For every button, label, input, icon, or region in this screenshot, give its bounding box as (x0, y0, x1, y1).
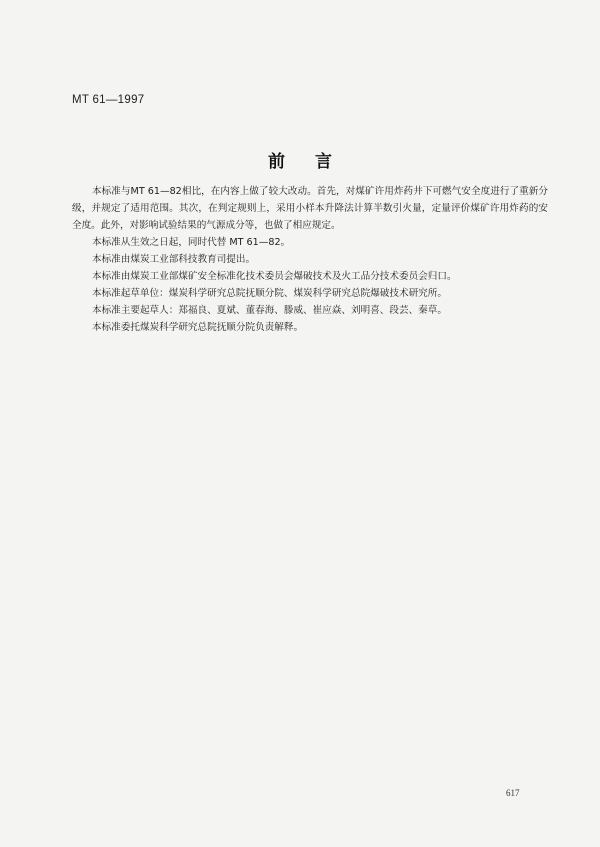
foreword-body (72, 183, 548, 336)
paragraph-revision-summary: 本标准与MT 61—82相比，在内容上做了较大改动。首先，对煤矿许用炸药井下可燃气安全度进行了重新分级，并规定了适用范围。其次，在判定规则上，采用小样本升降法计算半数引火量，定量评价煤矿许用炸药的安全度。此外，对影响试验结果的气源成分等，也做了相应规定。 (72, 186, 548, 231)
paragraph-proposer: 本标准由煤炭工业部科技教育司提出。 (92, 254, 256, 265)
paragraph-supersedes: 本标准从生效之日起，同时代替 MT 61—82。 (92, 237, 291, 248)
paragraph-drafting-units: 本标准起草单位：煤炭科学研究总院抚顺分院、煤炭科学研究总院爆破技术研究所。 (92, 288, 447, 299)
page-title: 前言 (268, 152, 362, 172)
paragraph-responsible-committee: 本标准由煤炭工业部煤矿安全标准化技术委员会爆破技术及火工品分技术委员会归口。 (92, 271, 457, 282)
page-number: 617 (506, 788, 520, 798)
paragraph-drafters: 本标准主要起草人：郑福良、夏斌、董春海、滕威、崔应焱、刘明喜、段芸、秦草。 (92, 305, 447, 316)
paragraph-interpretation: 本标准委托煤炭科学研究总院抚顺分院负责解释。 (92, 322, 304, 333)
standard-code: MT 61—1997 (72, 94, 145, 106)
